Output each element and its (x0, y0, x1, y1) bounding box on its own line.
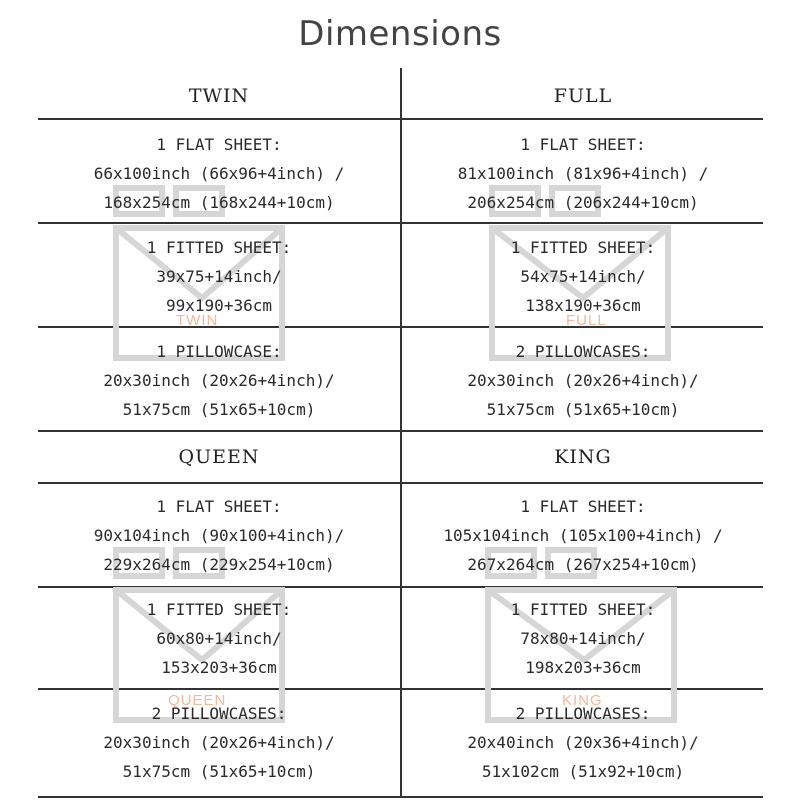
size-header-twin: TWIN (188, 85, 250, 107)
inch-dimensions: 20x30inch (20x26+4inch)/ (103, 733, 335, 752)
inch-dimensions: 20x30inch (20x26+4inch)/ (467, 371, 699, 390)
item-label: 1 FITTED SHEET: (510, 238, 656, 257)
cm-dimensions: 168x254cm (168x244+10cm) (103, 193, 335, 212)
inch-dimensions: 81x100inch (81x96+4inch) / (457, 164, 709, 183)
row-divider (38, 688, 763, 690)
watermark-label: QUEEN (168, 692, 227, 709)
inch-dimensions: 39x75+14inch/ (156, 267, 282, 286)
item-label: 1 FLAT SHEET: (156, 497, 282, 516)
item-label: 1 FITTED SHEET: (510, 600, 656, 619)
page-title: Dimensions (298, 14, 502, 54)
item-label: 1 PILLOWCASE: (156, 342, 282, 361)
inch-dimensions: 54x75+14inch/ (520, 267, 646, 286)
flat-sheet-cell-twin (38, 130, 400, 217)
inch-dimensions: 20x40inch (20x36+4inch)/ (467, 733, 699, 752)
flat-sheet-cell-full (402, 130, 764, 217)
item-label: 2 PILLOWCASES: (151, 704, 287, 723)
row-divider (38, 586, 763, 588)
cm-dimensions: 229x264cm (229x254+10cm) (103, 555, 335, 574)
row-divider (38, 118, 763, 120)
size-header-full: FULL (553, 85, 613, 107)
size-header-queen: QUEEN (178, 446, 260, 468)
row-divider (38, 222, 763, 224)
size-header-king: KING (554, 446, 612, 468)
inch-dimensions: 105x104inch (105x100+4inch) / (443, 526, 723, 545)
cm-dimensions: 198x203+36cm (525, 658, 641, 677)
fitted-sheet-cell-queen (38, 595, 400, 682)
item-label: 1 FLAT SHEET: (520, 497, 646, 516)
row-divider (38, 430, 763, 432)
cm-dimensions: 153x203+36cm (161, 658, 277, 677)
inch-dimensions: 78x80+14inch/ (520, 629, 646, 648)
cm-dimensions: 99x190+36cm (166, 296, 272, 315)
item-label: 2 PILLOWCASES: (515, 342, 651, 361)
cm-dimensions: 51x75cm (51x65+10cm) (122, 762, 316, 781)
row-divider (38, 796, 763, 798)
cm-dimensions: 51x102cm (51x92+10cm) (481, 762, 685, 781)
cm-dimensions: 138x190+36cm (525, 296, 641, 315)
watermark-label: TWIN (176, 312, 219, 329)
inch-dimensions: 20x30inch (20x26+4inch)/ (103, 371, 335, 390)
item-label: 2 PILLOWCASES: (515, 704, 651, 723)
cm-dimensions: 51x75cm (51x65+10cm) (486, 400, 680, 419)
inch-dimensions: 90x104inch (90x100+4inch)/ (93, 526, 345, 545)
cm-dimensions: 206x254cm (206x244+10cm) (467, 193, 699, 212)
watermark-label: FULL (566, 312, 607, 329)
inch-dimensions: 66x100inch (66x96+4inch) / (93, 164, 345, 183)
row-divider (38, 482, 763, 484)
item-label: 1 FITTED SHEET: (146, 600, 292, 619)
flat-sheet-cell-queen (38, 492, 400, 579)
cm-dimensions: 267x264cm (267x254+10cm) (467, 555, 699, 574)
pillowcase-cell-twin (38, 337, 400, 424)
item-label: 1 FITTED SHEET: (146, 238, 292, 257)
pillowcase-cell-queen (38, 699, 400, 786)
watermark-label: KING (562, 692, 603, 709)
inch-dimensions: 60x80+14inch/ (156, 629, 282, 648)
fitted-sheet-cell-full (402, 233, 764, 320)
item-label: 1 FLAT SHEET: (156, 135, 282, 154)
cm-dimensions: 51x75cm (51x65+10cm) (122, 400, 316, 419)
fitted-sheet-cell-twin (38, 233, 400, 320)
flat-sheet-cell-king (402, 492, 764, 579)
fitted-sheet-cell-king (402, 595, 764, 682)
row-divider (38, 326, 763, 328)
item-label: 1 FLAT SHEET: (520, 135, 646, 154)
pillowcase-cell-king (402, 699, 764, 786)
pillowcase-cell-full (402, 337, 764, 424)
